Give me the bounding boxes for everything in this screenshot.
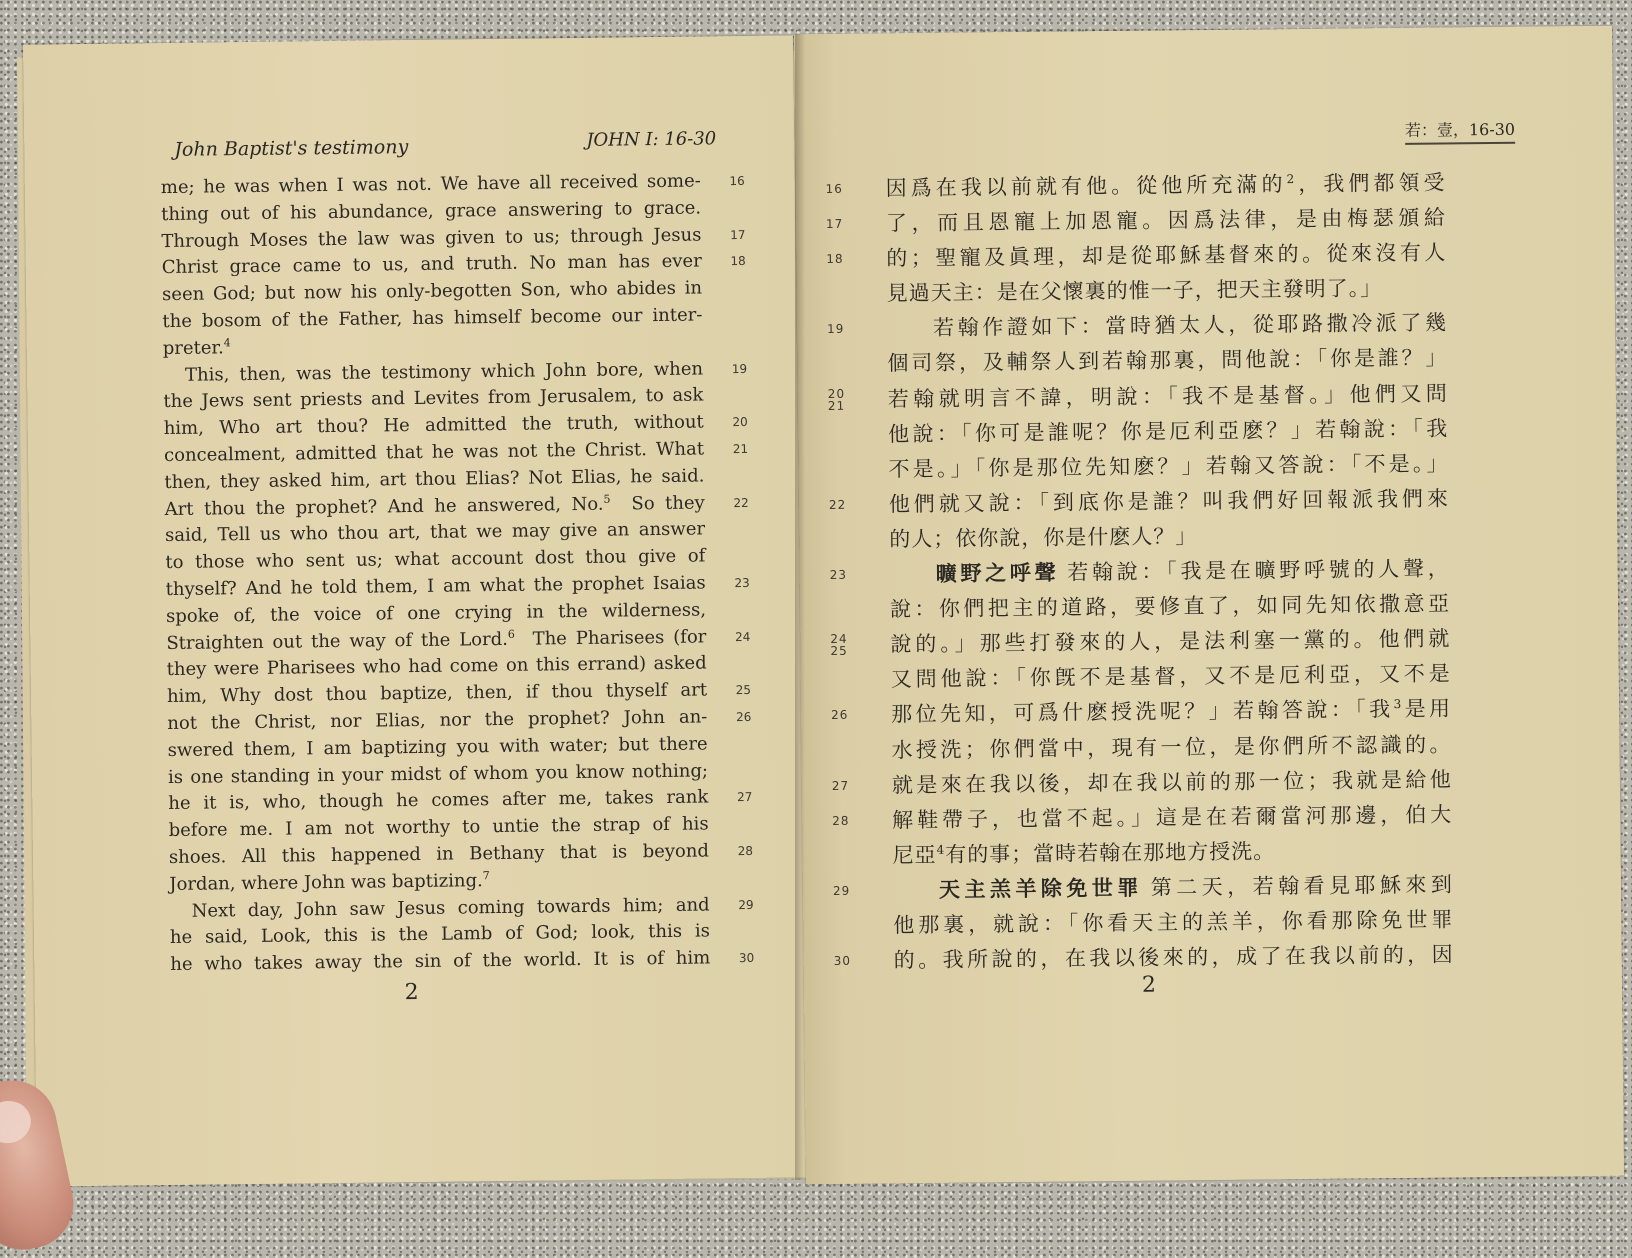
verse-number: 29 [832,883,851,898]
line-text: before me. I am not worthy to untie the strap of his [168,813,709,842]
line-text: 他那裏，就說：「你看天主的羔羊，你看那除免世罪 [893,907,1454,938]
verse-number: 17 [825,216,844,232]
line-text: 那位先知，可爲什麽授洗呢？」若翰答說：「我 [891,697,1394,727]
line-text: Through Moses the law was given to us; through Jesus [161,224,702,252]
verse-number: 29 [738,897,754,912]
running-title: John Baptist's testimony [174,136,409,161]
line-text: he who takes away the sin of the world. It is of him [170,947,711,976]
line-text: 的。我所說的，在我以後來的，成了在我以前的，因 [893,942,1454,973]
line-text: Next day, John saw Jesus coming towards him; and [191,893,710,922]
line-text: Straighten out the way of the Lord. [166,628,509,654]
verse-number: 26 [735,709,752,725]
text-line [891,657,1451,698]
line-text: 的人；依你說，你是什麽人？」 [889,524,1198,552]
book-gutter [795,34,805,1180]
verse-number: 23 [829,567,848,583]
text-line [892,832,1452,873]
line-text-continued: So they [610,492,705,515]
verse-number: 22 [733,495,749,510]
line-text: 第二天，若翰看見耶穌來到 [1150,872,1454,900]
line-text: Art thou the prophet? And he answered, No. [164,493,604,520]
text-line [826,236,1447,277]
line-text: the bosom of the Father, has himself become our inter- [162,304,703,333]
line-text: concealment, admitted that he was not the Christ. What [163,438,705,467]
line-text: 尼亞 [892,842,937,868]
line-text: me; he was when I was not. We have all received some- [160,170,701,199]
line-text: 若翰說：「我是在曠野呼號的人聲， [1067,556,1450,585]
line-text: preter. [162,337,224,359]
text-line [170,946,755,979]
line-text: he it is, who, though he comes after me, takes rank [168,786,709,815]
line-text: 不是。」「你是那位先知麽？」若翰又答說：「不是。」 [888,451,1449,482]
verse-number: 30 [738,950,755,966]
verse-number: 19 [731,361,748,376]
verse-number: 27 [831,778,850,793]
line-text: 他說：「你可是誰呢？你是厄利亞麽？」若翰說：「我 [888,416,1449,447]
verse-number: 24 [734,629,751,644]
line-text: to those who sent us; what account dost thou give of [165,545,706,574]
line-text: 見過天主：是在父懷裏的惟一子，把天主發明了。」 [886,276,1383,306]
verse-number: 18 [730,254,746,269]
text-line [888,411,1448,452]
line-text: Jordan, where John was baptizing. [169,869,483,895]
line-text: swered them, I am baptizing you with water; but there [167,733,708,761]
line-text: shoes. All this happened in Bethany that is beyond [168,840,710,868]
text-line [831,692,1452,733]
footnote-marker: 4 [223,336,231,350]
text-line [825,201,1447,242]
line-text-continued: The Pharisees (for [514,625,707,650]
line-text: 了，而且恩寵上加恩寵。因爲法律，是由梅瑟頒給 [885,205,1447,236]
text-line [828,481,1450,522]
verse-number: 19 [827,322,845,337]
line-text: 就是來在我以後，却在我以前的那一位；我就是給他 [891,767,1452,797]
line-text: 因爲在我以前就有他。從他所充滿的 [885,172,1287,201]
footnote-marker: 3 [1393,697,1403,712]
line-text: 又問他說：「你旣不是基督，又不是厄利亞，又不是 [890,661,1451,692]
line-text: 說：你們把主的道路，要修直了，如同先知依撒意亞 [889,591,1451,622]
text-line [891,727,1451,768]
line-text: him, Why dost thou baptize, then, if thou thyself art [166,679,708,708]
verse-number: 30 [833,953,852,969]
thumbnail-nail [0,1097,35,1148]
text-line [887,341,1447,382]
verse-number: 28 [737,843,754,858]
text-line [887,271,1447,312]
chapter-reference: 若：壹，16-30 [1405,117,1515,145]
text-line [827,306,1448,347]
line-text: him, Who art thou? He admitted the truth, without [163,411,704,440]
text-line [893,902,1453,943]
chinese-text-block [825,166,1454,979]
line-text: 解鞋帶子，也當不起。」這是在若爾當河那邊，伯大 [892,802,1453,833]
line-text: 說的。」那些打發來的人，是法利塞一黨的。他們就 [890,626,1451,657]
verse-number: 20 21 [827,386,846,413]
verse-number: 25 [735,683,752,698]
line-text: they were Pharisees who had come on this errand) asked [166,652,707,681]
section-heading: 天主羔羊除免世罪 [938,875,1143,902]
line-text: not the Christ, nor Elias, nor the prophet? John an- [167,706,708,734]
line-text: seen God; but now his only-begotten Son, who abides in [161,277,703,306]
line-text: he said, Look, this is the Lamb of God; look, this is [169,920,711,949]
line-text: then, they asked him, art thou Elias? Not Elias, he said. [164,465,705,493]
text-line [890,587,1450,628]
verse-number: 21 [732,441,749,457]
verse-number: 16 [825,181,843,196]
line-text: 水授洗；你們當中，現有一位，是你們所不認識的。 [891,731,1452,762]
line-text: is one standing in your midst of whom you know nothing; [167,759,709,788]
line-text-continued: 是用 [1402,696,1452,722]
line-text-continued: ，我們都領受 [1295,170,1446,197]
footnote-marker: 4 [936,842,946,857]
line-text: Christ grace came to us, and truth. No man has ever [161,250,702,279]
line-text: said, Tell us who thou art, that we may give an answer [164,518,706,547]
verse-number: 17 [730,227,746,242]
line-text: the Jews sent priests and Levites from Jerusalem, to ask [163,384,704,413]
line-text-continued: 有的事；當時若翰在那地方授洗。 [945,839,1276,867]
english-text-block [160,168,755,978]
section-heading: 曠野之呼聲 [935,560,1060,586]
line-text: 個司祭，及輔祭人到若翰那裏，問他說：「你是誰？」 [887,345,1448,376]
verse-number: 28 [832,813,850,828]
page-number: 2 [1141,972,1157,998]
verse-number: 16 [729,173,745,189]
right-page [794,26,1624,1185]
text-line [833,938,1454,979]
text-line [830,622,1451,663]
text-line [888,446,1448,487]
text-line [829,552,1450,593]
line-text: 他們就又說：「到底你是誰？叫我們好回報派我們來 [888,486,1450,517]
verse-number: 26 [831,708,849,723]
verse-number: 18 [826,251,844,267]
verse-number: 23 [734,575,750,591]
line-text: thyself? And he told them, I am what the prophet Isaias [165,572,706,600]
line-text: This, then, was the testimony which John bore, when [184,358,704,386]
footnote-marker: 6 [507,627,515,641]
text-line [832,797,1453,838]
page-number: 2 [404,979,419,1006]
text-line [831,762,1452,803]
line-text: thing out of his abundance, grace answering to grace. [161,197,702,225]
text-line [825,166,1446,207]
line-text: 的；聖寵及眞理，却是從耶穌基督來的。從來沒有人 [886,240,1447,271]
footnote-marker: 5 [603,492,611,506]
line-text: 若翰作證如下：當時猶太人，從耶路撒冷派了幾 [932,310,1448,341]
text-line [832,867,1454,908]
verse-number: 24 25 [830,632,848,659]
verse-number: 20 [732,415,748,430]
footnote-marker: 2 [1286,172,1296,187]
line-text: spoke of, the voice of one crying in the wilderness, [165,599,707,627]
verse-number: 22 [828,497,847,512]
text-line [827,376,1448,417]
line-text: 若翰就明言不諱，明說：「我不是基督。」他們又問 [887,381,1448,411]
text-line [889,516,1449,557]
footnote-marker: 7 [482,868,490,882]
chapter-reference: JOHN I: 16-30 [586,128,717,151]
left-page [23,35,807,1186]
verse-number: 27 [736,790,753,805]
